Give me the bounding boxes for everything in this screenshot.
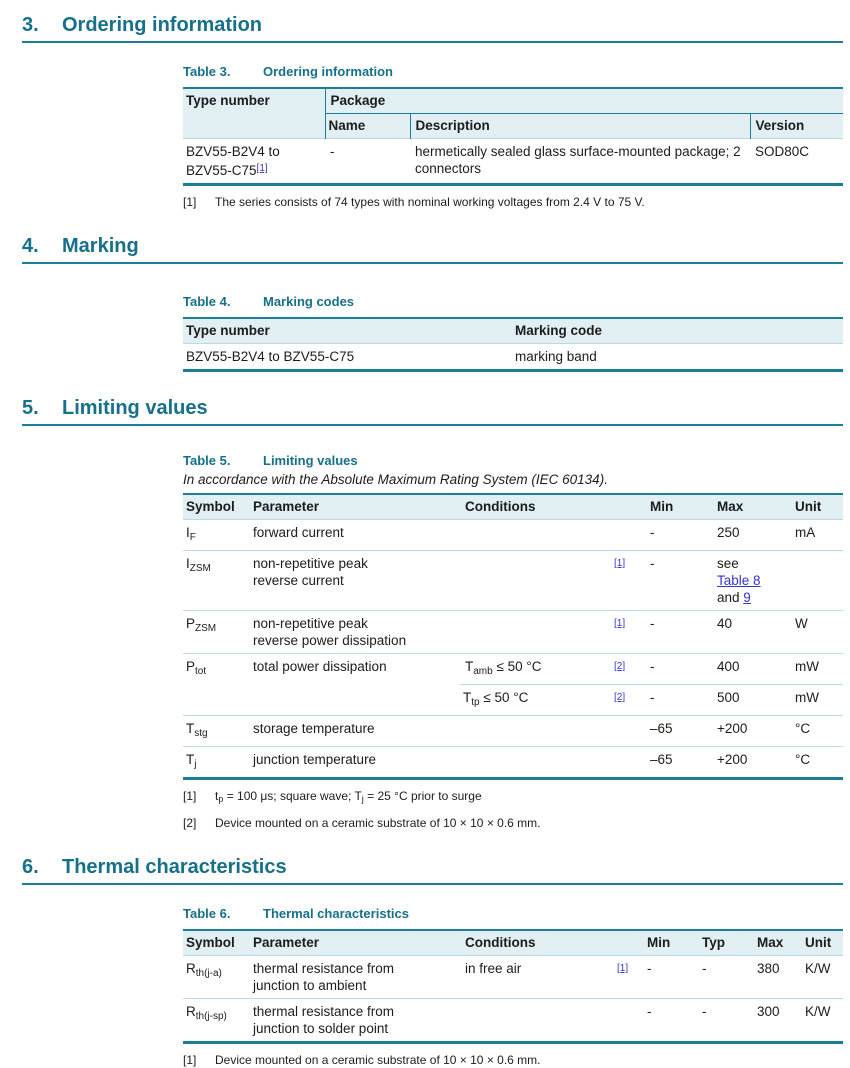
text-run: Unit: [805, 935, 832, 950]
text-run: Symbol: [186, 499, 235, 514]
text-run: Parameter: [253, 499, 320, 514]
table-cell: [183, 520, 248, 551]
column-header: [790, 494, 843, 520]
table-cell: [612, 716, 645, 747]
text-run: th(j-a): [195, 968, 222, 979]
text-run: Device mounted on a ceramic substrate of 10 × 10 × 0.6 mm.: [215, 1053, 541, 1067]
table-cell: [712, 747, 790, 779]
table-cell: [642, 999, 697, 1043]
text-run: hermetically sealed glass surface-mounted package; 2 connectors: [415, 144, 741, 176]
table-caption: Marking codes: [263, 294, 355, 309]
column-header: [460, 494, 645, 520]
text-run: ZSM: [195, 623, 217, 634]
text-run: +200: [717, 752, 748, 767]
text-run: j: [194, 759, 197, 770]
table-row: [183, 551, 843, 611]
text-run: °C: [795, 721, 811, 736]
table-cell: [248, 611, 460, 654]
text-run: -: [702, 1004, 707, 1019]
data-table: [183, 929, 843, 1044]
table-cell: [645, 685, 712, 716]
text-run: K/W: [805, 1004, 831, 1019]
section-heading: [22, 233, 843, 259]
footnote-ref-link[interactable]: [1]: [614, 618, 626, 629]
text-run: Package: [330, 93, 386, 108]
table-cell: [712, 716, 790, 747]
table-cell: [697, 956, 752, 999]
section-title: Ordering information: [62, 14, 262, 36]
text-run: BZV55-B2V4 to: [186, 144, 280, 159]
text-run: -: [647, 961, 652, 976]
table-label: Table 3.: [183, 64, 231, 79]
table-cell: [645, 747, 712, 779]
table-title: [183, 294, 843, 310]
table-cell: [410, 139, 750, 185]
section-rule: [22, 883, 843, 885]
footnote-text: [215, 789, 482, 807]
text-run: K/W: [805, 961, 831, 976]
footnote-marker: [1]: [183, 195, 197, 209]
table-subtitle: In accordance with the Absolute Maximum Rating System (IEC 60134).: [183, 472, 608, 487]
text-run: Type number: [186, 93, 270, 108]
text-run: marking band: [515, 349, 597, 364]
text-run: non-repetitive peak: [253, 616, 368, 631]
text-run: storage temperature: [253, 721, 375, 736]
column-header: [750, 114, 843, 139]
data-table: [183, 317, 843, 372]
section-title: Thermal characteristics: [62, 856, 287, 878]
table-cell: [183, 654, 248, 716]
text-run: reverse current: [253, 573, 344, 588]
table-container: [183, 317, 843, 372]
table-cell: [248, 551, 460, 611]
text-run: P: [186, 616, 196, 631]
table-cell: [248, 999, 460, 1043]
table-cell: [612, 551, 645, 611]
text-run: -: [650, 556, 655, 571]
text-run: Unit: [795, 499, 822, 514]
table-row: [183, 747, 843, 779]
text-run: th(j-sp): [195, 1011, 227, 1022]
table-cell: [183, 344, 510, 371]
table-caption: Limiting values: [263, 453, 358, 468]
table-cell: [645, 551, 712, 611]
text-run: junction to ambient: [253, 978, 367, 993]
table-label: Table 4.: [183, 294, 231, 309]
text-run: amb: [473, 666, 493, 677]
footnote: [183, 1053, 843, 1068]
text-run: Type number: [186, 323, 270, 338]
table-block: [183, 294, 843, 372]
section-ordering-information: [22, 12, 843, 210]
table-cell: [615, 956, 642, 999]
table-cell: [790, 685, 843, 716]
table-cell: [460, 716, 612, 747]
text-run: Conditions: [465, 499, 536, 514]
text-run: -: [650, 616, 655, 631]
table-row: [183, 139, 843, 185]
text-run: -: [647, 1004, 652, 1019]
footnotes: [183, 195, 843, 210]
footnote-marker: [2]: [183, 816, 197, 830]
table-cell: [752, 956, 800, 999]
table-block: [183, 453, 843, 831]
table-cell: [615, 999, 642, 1043]
section-title: Marking: [62, 235, 139, 257]
section-rule: [22, 262, 843, 264]
table-cell: [460, 551, 612, 611]
column-header: [410, 114, 750, 139]
section-heading: [22, 854, 843, 880]
text-run: –65: [650, 752, 673, 767]
text-run: ≤ 50 °C: [492, 659, 542, 674]
text-run: BZV55-B2V4 to BZV55-C75: [186, 349, 355, 364]
column-header: [183, 318, 510, 344]
column-header: [248, 494, 460, 520]
table-cell: [645, 716, 712, 747]
table-cell: [248, 654, 460, 716]
section-thermal-characteristics: [22, 854, 843, 1068]
table-container: [183, 87, 843, 186]
table-cell: [790, 747, 843, 779]
text-run: junction to solder point: [253, 1021, 389, 1036]
footnote-ref-link[interactable]: [2]: [614, 692, 626, 703]
text-run: Min: [650, 499, 674, 514]
text-run: mA: [795, 525, 816, 540]
table-cell: [183, 611, 248, 654]
text-run: -: [330, 144, 335, 159]
table-container: [183, 493, 843, 780]
text-run: Conditions: [465, 935, 536, 950]
section-rule: [22, 41, 843, 43]
column-header: [460, 930, 642, 956]
table-block: [183, 906, 843, 1068]
section-heading: [22, 12, 843, 38]
table-cell: [712, 611, 790, 654]
text-run: = 100 μs; square wave; T: [223, 789, 362, 803]
table-cell: [645, 611, 712, 654]
table-cell: [183, 956, 248, 999]
text-run: reverse power dissipation: [253, 633, 407, 648]
text-run: thermal resistance from: [253, 1004, 395, 1019]
table-cell: [248, 520, 460, 551]
text-run: 250: [717, 525, 740, 540]
table-cell: [645, 520, 712, 551]
text-run: 40: [717, 616, 733, 631]
section-limiting-values: [22, 395, 843, 831]
table-cell: [183, 716, 248, 747]
text-run: -: [650, 525, 655, 540]
table-container: [183, 929, 843, 1044]
table-label: Table 6.: [183, 906, 231, 921]
table-cell: [645, 654, 712, 685]
text-run: SOD80C: [755, 144, 810, 159]
text-run: I: [186, 525, 190, 540]
text-run: Parameter: [253, 935, 320, 950]
table-cell: [800, 956, 843, 999]
section-number: 6.: [22, 856, 39, 878]
text-run: p: [218, 794, 224, 804]
text-run: mW: [795, 690, 819, 705]
footnotes: [183, 789, 843, 831]
text-run: Name: [328, 118, 366, 133]
data-table: [183, 493, 843, 780]
text-run: j: [361, 794, 364, 804]
table-cell: [248, 716, 460, 747]
text-run: total power dissipation: [253, 659, 387, 674]
table-cell: [460, 956, 615, 999]
text-run: -: [650, 659, 655, 674]
table-row: [183, 611, 843, 654]
cross-ref-link[interactable]: 9: [743, 590, 751, 605]
text-run: BZV55-C75: [186, 163, 257, 178]
text-run: 300: [757, 1004, 780, 1019]
section-rule: [22, 424, 843, 426]
column-header: [645, 494, 712, 520]
text-run: –65: [650, 721, 673, 736]
column-header: [183, 88, 325, 139]
footnote-ref-link[interactable]: [1]: [256, 163, 268, 174]
table-cell: [642, 956, 697, 999]
text-run: Description: [415, 118, 490, 133]
text-run: Min: [647, 935, 671, 950]
text-run: T: [186, 752, 195, 767]
table-row: [183, 956, 843, 999]
text-run: °C: [795, 752, 811, 767]
text-run: Marking code: [515, 323, 603, 338]
footnote: [183, 816, 843, 831]
text-run: forward current: [253, 525, 344, 540]
footnote-marker: [1]: [183, 1053, 197, 1067]
table-label: Table 5.: [183, 453, 231, 468]
table-row: [183, 318, 843, 344]
text-run: The series consists of 74 types with nominal working voltages from 2.4 V to 75 V.: [215, 195, 645, 209]
table-cell: [790, 611, 843, 654]
text-run: ZSM: [189, 563, 211, 574]
text-run: Typ: [702, 935, 725, 950]
text-run: 400: [717, 659, 740, 674]
text-run: R: [186, 1004, 196, 1019]
footnotes: [183, 1053, 843, 1068]
footnote-text: [215, 1053, 541, 1068]
table-cell: [612, 685, 645, 716]
table-cell: [612, 520, 645, 551]
table-cell: [460, 520, 612, 551]
section-heading: [22, 395, 843, 421]
table-title: [183, 453, 843, 469]
column-header: [697, 930, 752, 956]
table-cell: [712, 551, 790, 611]
text-run: t: [215, 789, 219, 803]
text-run: F: [189, 532, 196, 543]
text-run: 500: [717, 690, 740, 705]
section-number: 3.: [22, 14, 39, 36]
table-block: [183, 64, 843, 210]
table-cell: [460, 685, 612, 716]
table-cell: [460, 611, 612, 654]
table-cell: [800, 999, 843, 1043]
text-run: -: [650, 690, 655, 705]
table-caption: Ordering information: [263, 64, 393, 79]
section-marking: [22, 233, 843, 372]
text-run: and: [717, 590, 744, 605]
table-cell: [248, 747, 460, 779]
text-run: T: [465, 659, 474, 674]
text-run: stg: [194, 728, 208, 739]
footnote-marker: [1]: [183, 789, 197, 803]
column-header: [183, 930, 248, 956]
column-header: [183, 494, 248, 520]
table-cell: [183, 139, 325, 185]
table-row: [183, 494, 843, 520]
column-header: [248, 930, 460, 956]
text-run: +200: [717, 721, 748, 736]
text-run: W: [795, 616, 808, 631]
text-run: 380: [757, 961, 780, 976]
text-run: R: [186, 961, 196, 976]
text-run: Symbol: [186, 935, 235, 950]
text-run: T: [463, 690, 472, 705]
table-cell: [697, 999, 752, 1043]
text-run: P: [186, 659, 196, 674]
text-run: T: [186, 721, 195, 736]
table-caption: Thermal characteristics: [263, 906, 409, 921]
table-row: [183, 999, 843, 1043]
table-cell: [790, 551, 843, 611]
table-row: [183, 344, 843, 371]
table-cell: [510, 344, 843, 371]
table-row: [183, 654, 843, 685]
text-run: Max: [757, 935, 784, 950]
table-row: [183, 930, 843, 956]
column-header: [510, 318, 843, 344]
text-run: mW: [795, 659, 819, 674]
text-run: junction temperature: [253, 752, 377, 767]
text-run: Device mounted on a ceramic substrate of 10 × 10 × 0.6 mm.: [215, 816, 541, 830]
column-header: [325, 88, 843, 114]
text-run: ≤ 50 °C: [479, 690, 529, 705]
table-cell: [612, 611, 645, 654]
table-title: [183, 64, 843, 80]
column-header: [712, 494, 790, 520]
table-cell: [750, 139, 843, 185]
table-cell: [790, 654, 843, 685]
column-header: [325, 114, 410, 139]
footnote-text: [215, 195, 645, 210]
table-row: [183, 716, 843, 747]
table-title: [183, 906, 843, 922]
table-cell: [612, 747, 645, 779]
table-cell: [183, 747, 248, 779]
text-run: in free air: [465, 961, 522, 976]
table-cell: [712, 685, 790, 716]
table-cell: [752, 999, 800, 1043]
table-cell: [612, 654, 645, 685]
table-cell: [248, 956, 460, 999]
section-number: 5.: [22, 397, 39, 419]
text-run: Max: [717, 499, 744, 514]
table-cell: [460, 747, 612, 779]
column-header: [642, 930, 697, 956]
footnote-ref-link[interactable]: [2]: [614, 661, 626, 672]
table-row: [183, 520, 843, 551]
text-run: non-repetitive peak: [253, 556, 368, 571]
table-cell: [460, 654, 612, 685]
table-cell: [325, 139, 410, 185]
table-cell: [183, 999, 248, 1043]
table-cell: [712, 654, 790, 685]
section-number: 4.: [22, 235, 39, 257]
column-header: [800, 930, 843, 956]
footnote-text: [215, 816, 541, 831]
table-cell: [183, 551, 248, 611]
table-cell: [460, 999, 615, 1043]
footnote-ref-link[interactable]: [1]: [617, 963, 629, 974]
table-cell: [790, 520, 843, 551]
footnote: [183, 789, 843, 807]
column-header: [752, 930, 800, 956]
footnote-ref-link[interactable]: [1]: [614, 558, 626, 569]
text-run: see: [717, 556, 739, 571]
text-run: tp: [471, 697, 480, 708]
table-cell: [712, 520, 790, 551]
table-cell: [790, 716, 843, 747]
text-run: thermal resistance from: [253, 961, 395, 976]
cross-ref-link[interactable]: Table 8: [717, 573, 761, 588]
data-table: [183, 87, 843, 186]
section-title: Limiting values: [62, 397, 208, 419]
text-run: tot: [195, 666, 207, 677]
text-run: Version: [755, 118, 805, 133]
footnote: [183, 195, 843, 210]
table-row: [183, 88, 843, 114]
text-run: -: [702, 961, 707, 976]
text-run: I: [186, 556, 190, 571]
text-run: = 25 °C prior to surge: [363, 789, 482, 803]
